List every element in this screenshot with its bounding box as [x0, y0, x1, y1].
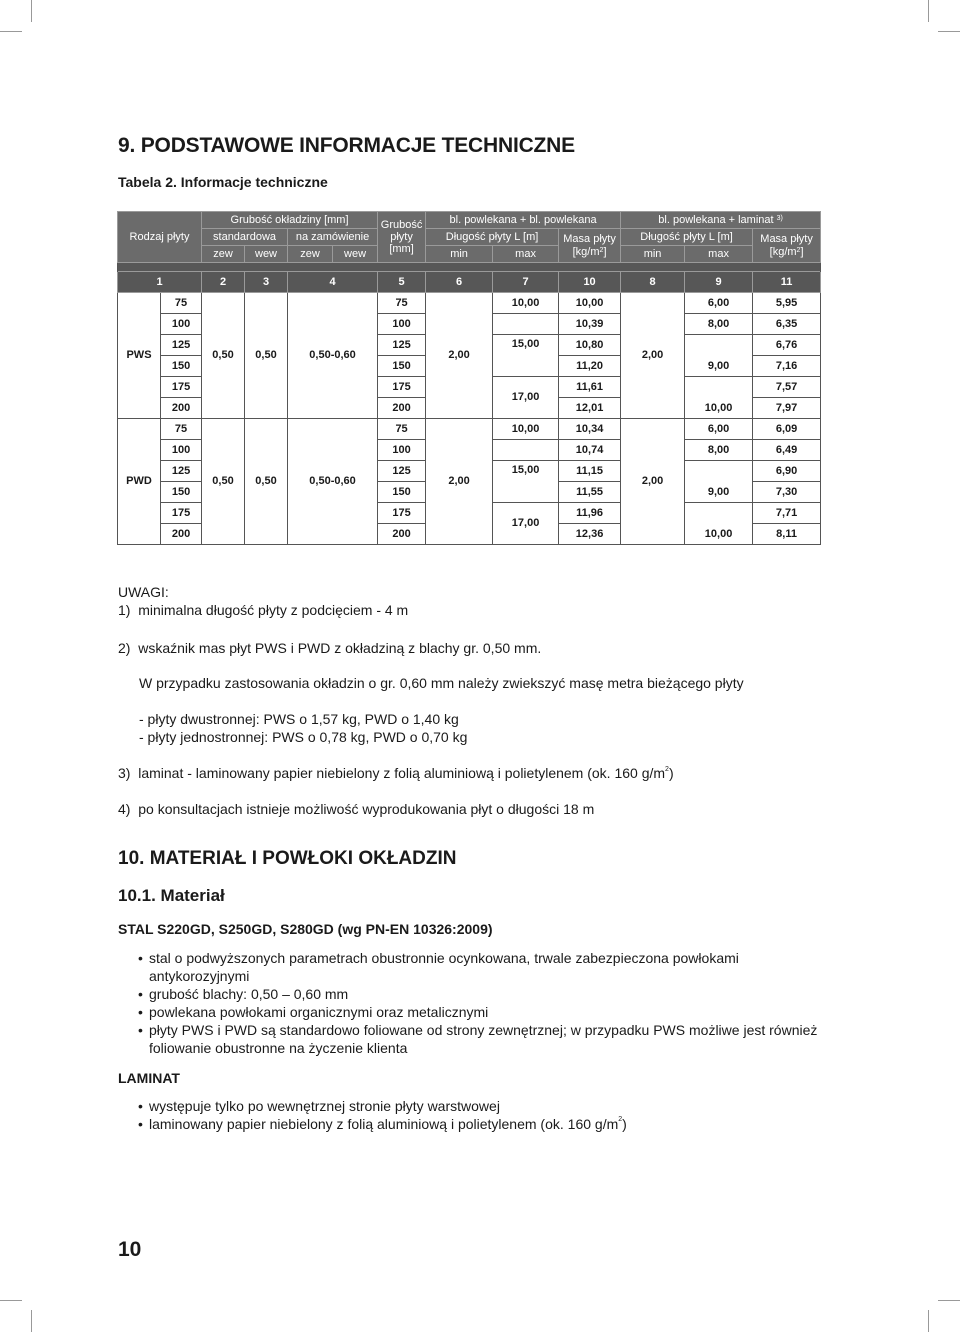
mass-2-cell: 7,71 — [753, 503, 821, 524]
footnote-ref: 3) — [776, 214, 783, 222]
panel-code-cell: 100 — [161, 440, 202, 461]
min-length-1-cell: 2,00 — [426, 419, 493, 545]
panel-code-cell: 200 — [161, 524, 202, 545]
list-item — [118, 1003, 838, 1021]
bullet: • — [138, 1022, 143, 1038]
list-item-text: płyty PWS i PWD są standardowo foliowane od strony zewnętrznej; w przypadku PWS możliwe jest również foliowanie obustronne na życzenie klienta — [149, 1022, 818, 1056]
max-length-2-cell: 9,00 — [685, 461, 753, 503]
max-length-1-cell: 10,00 — [493, 419, 559, 440]
thickness-cell: 75 — [378, 419, 426, 440]
mass-1-cell: 10,80 — [559, 335, 621, 356]
list-item-text: laminowany papier niebielony z folią aluminiową i polietylenem (ok. 160 g/m — [149, 1116, 619, 1132]
mass-2-cell: 6,76 — [753, 335, 821, 356]
max-length-2-cell: 8,00 — [685, 440, 753, 461]
col-number: 5 — [378, 272, 426, 293]
col-number: 2 — [202, 272, 245, 293]
list-item-text: powlekana powłokami organicznymi oraz metalicznymi — [149, 1004, 489, 1020]
list-item-text: stal o podwyższonych parametrach obustronnie ocynkowana, trwale zabezpieczona powłokami antykorozyjnymi — [149, 950, 739, 984]
cladding-order-cell: 0,50-0,60 — [288, 293, 378, 419]
panel-code-cell: 75 — [161, 293, 202, 314]
thickness-cell: 125 — [378, 335, 426, 356]
header-on-order: na zamówienie — [288, 229, 378, 246]
note-2-single: - płyty jednostronnej: PWS o 0,78 kg, PWD o 0,70 kg — [139, 729, 468, 745]
cladding-order-cell: 0,50-0,60 — [288, 419, 378, 545]
note-3-end: ) — [668, 765, 674, 781]
max-length-2-cell: 8,00 — [685, 314, 753, 335]
crop-mark — [928, 0, 929, 22]
list-item — [118, 1115, 838, 1133]
max-length-2-cell: 9,00 — [685, 335, 753, 377]
header-group-laminate — [621, 212, 821, 229]
mass-2-cell: 7,30 — [753, 482, 821, 503]
max-length-1-cell — [493, 440, 559, 461]
bullet: • — [138, 1116, 143, 1132]
panel-code-cell: 75 — [161, 419, 202, 440]
list-item — [118, 949, 838, 985]
max-length-1-cell: 15,00 — [493, 461, 559, 503]
laminate-list — [118, 1097, 838, 1133]
bullet: • — [138, 950, 143, 966]
list-item — [118, 985, 838, 1003]
max-length-2-cell: 10,00 — [685, 377, 753, 419]
list-item-text: występuje tylko po wewnętrznej stronie płyty warstwowej — [149, 1098, 500, 1114]
col-number: 3 — [245, 272, 288, 293]
panel-type-cell: PWS — [118, 293, 161, 419]
mass-2-cell: 7,97 — [753, 398, 821, 419]
max-length-2-cell: 10,00 — [685, 503, 753, 545]
header-min: min — [426, 246, 493, 263]
min-length-2-cell: 2,00 — [621, 419, 685, 545]
table-caption: Tabela 2. Informacje techniczne — [118, 174, 328, 190]
mass-1-cell: 10,74 — [559, 440, 621, 461]
header-zew: zew — [202, 246, 245, 263]
mass-2-cell: 7,57 — [753, 377, 821, 398]
crop-mark — [31, 0, 32, 22]
list-item-end: ) — [622, 1116, 627, 1132]
thickness-cell: 175 — [378, 503, 426, 524]
col-number: 4 — [288, 272, 378, 293]
subsection-heading: 10.1. Materiał — [118, 886, 225, 905]
crop-mark — [938, 1300, 960, 1301]
crop-mark — [928, 1310, 929, 1332]
notes-title: UWAGI: — [118, 584, 169, 600]
mass-1-cell: 11,55 — [559, 482, 621, 503]
mass-1-cell: 12,36 — [559, 524, 621, 545]
mass-1-cell: 11,15 — [559, 461, 621, 482]
max-length-1-cell — [493, 314, 559, 335]
min-length-1-cell: 2,00 — [426, 293, 493, 419]
bullet: • — [138, 986, 143, 1002]
crop-mark — [0, 31, 22, 32]
max-length-2-cell: 6,00 — [685, 419, 753, 440]
header-length-2: Długość płyty L [m] — [621, 229, 753, 246]
col-number: 8 — [621, 272, 685, 293]
mass-2-cell: 6,35 — [753, 314, 821, 335]
panel-code-cell: 100 — [161, 314, 202, 335]
cladding-wew-cell: 0,50 — [245, 293, 288, 419]
crop-mark — [938, 31, 960, 32]
superscript: 2 — [599, 246, 604, 254]
header-mass-2-text: Masa płyty [kg/m — [760, 232, 813, 258]
superscript: 2 — [618, 1116, 623, 1123]
header-wew: wew — [333, 246, 378, 263]
table-row — [118, 293, 821, 314]
mass-2-cell: 7,16 — [753, 356, 821, 377]
header-min: min — [621, 246, 685, 263]
panel-type-cell: PWD — [118, 419, 161, 545]
header-type: Rodzaj płyty — [118, 212, 202, 263]
thickness-cell: 200 — [378, 524, 426, 545]
mass-2-cell: 5,95 — [753, 293, 821, 314]
note-2-double: - płyty dwustronnej: PWS o 1,57 kg, PWD o 1,40 kg — [139, 711, 459, 727]
col-number: 7 — [493, 272, 559, 293]
thickness-cell: 100 — [378, 314, 426, 335]
mass-1-cell: 12,01 — [559, 398, 621, 419]
mass-1-cell: 11,20 — [559, 356, 621, 377]
thickness-cell: 175 — [378, 377, 426, 398]
header-mass-2 — [753, 229, 821, 263]
panel-code-cell: 125 — [161, 335, 202, 356]
bullet: • — [138, 1098, 143, 1114]
steel-heading: STAL S220GD, S250GD, S280GD (wg PN-EN 10326:2009) — [118, 921, 493, 937]
list-item — [118, 1021, 838, 1057]
cladding-zew-cell: 0,50 — [202, 293, 245, 419]
panel-code-cell: 200 — [161, 398, 202, 419]
header-length-1: Długość płyty L [m] — [426, 229, 559, 246]
col-number: 10 — [559, 272, 621, 293]
section-heading: 10. MATERIAŁ I POWŁOKI OKŁADZIN — [118, 848, 457, 869]
min-length-2-cell: 2,00 — [621, 293, 685, 419]
crop-mark — [0, 1300, 22, 1301]
mass-1-cell: 11,61 — [559, 377, 621, 398]
panel-code-cell: 150 — [161, 356, 202, 377]
mass-2-cell: 6,49 — [753, 440, 821, 461]
table-row — [118, 419, 821, 440]
mass-2-cell: 6,09 — [753, 419, 821, 440]
note-2: 2) wskaźnik mas płyt PWS i PWD z okładziną z blachy gr. 0,50 mm. — [118, 640, 542, 656]
note-2-detail: W przypadku zastosowania okładzin o gr. 0,60 mm należy zwiekszyć masę metra bieżącego płyty — [139, 675, 744, 691]
mass-2-cell: 8,11 — [753, 524, 821, 545]
panel-code-cell: 125 — [161, 461, 202, 482]
mass-2-cell: 6,90 — [753, 461, 821, 482]
thickness-cell: 200 — [378, 398, 426, 419]
section-heading: 9. PODSTAWOWE INFORMACJE TECHNICZNE — [118, 134, 575, 157]
max-length-2-cell: 6,00 — [685, 293, 753, 314]
laminate-heading: LAMINAT — [118, 1070, 180, 1086]
list-item — [118, 1097, 838, 1115]
note-4: 4) po konsultacjach istnieje możliwość wyprodukowania płyt o długości 18 m — [118, 801, 595, 817]
bracket: ] — [800, 245, 804, 258]
mass-1-cell: 10,34 — [559, 419, 621, 440]
cladding-wew-cell: 0,50 — [245, 419, 288, 545]
steel-list — [118, 949, 838, 1057]
max-length-1-cell: 10,00 — [493, 293, 559, 314]
thickness-cell: 125 — [378, 461, 426, 482]
note-3 — [118, 765, 674, 781]
col-number: 6 — [426, 272, 493, 293]
panel-code-cell: 175 — [161, 503, 202, 524]
header-mass-1-text: Masa płyty [kg/m — [563, 232, 616, 258]
col-number: 11 — [753, 272, 821, 293]
header-group-sheet: bl. powlekana + bl. powlekana — [426, 212, 621, 229]
col-number: 9 — [685, 272, 753, 293]
panel-code-cell: 175 — [161, 377, 202, 398]
panel-code-cell: 150 — [161, 482, 202, 503]
thickness-cell: 75 — [378, 293, 426, 314]
bracket: ] — [603, 245, 607, 258]
superscript: 2 — [665, 766, 669, 773]
mass-1-cell: 10,39 — [559, 314, 621, 335]
max-length-1-cell: 17,00 — [493, 377, 559, 419]
crop-mark — [31, 1310, 32, 1332]
mass-1-cell: 10,00 — [559, 293, 621, 314]
mass-1-cell: 11,96 — [559, 503, 621, 524]
thickness-cell: 100 — [378, 440, 426, 461]
max-length-1-cell: 15,00 — [493, 335, 559, 377]
header-zew: zew — [288, 246, 333, 263]
header-max: max — [685, 246, 753, 263]
note-1: 1) minimalna długość płyty z podcięciem - 4 m — [118, 602, 409, 618]
superscript: 2 — [796, 246, 801, 254]
header-max: max — [493, 246, 559, 263]
thickness-cell: 150 — [378, 482, 426, 503]
bullet: • — [138, 1004, 143, 1020]
max-length-1-cell: 17,00 — [493, 503, 559, 545]
header-group-laminate-text: bl. powlekana + laminat — [658, 213, 774, 226]
page-number: 10 — [118, 1238, 142, 1261]
header-cladding: Grubość okładziny [mm] — [202, 212, 378, 229]
header-thickness — [378, 212, 426, 263]
thickness-cell: 150 — [378, 356, 426, 377]
cladding-zew-cell: 0,50 — [202, 419, 245, 545]
header-wew: wew — [245, 246, 288, 263]
note-3-text: 3) laminat - laminowany papier niebielony z folią aluminiową i polietylenem (ok. 160 g/m — [118, 765, 666, 781]
col-number: 1 — [118, 272, 202, 293]
technical-info-table — [117, 211, 821, 545]
header-thickness-text: Grubość płyty [mm] — [380, 219, 423, 255]
header-standard: standardowa — [202, 229, 288, 246]
header-mass-1 — [559, 229, 621, 263]
list-item-text: grubość blachy: 0,50 – 0,60 mm — [149, 986, 349, 1002]
header-spacer — [118, 263, 821, 272]
